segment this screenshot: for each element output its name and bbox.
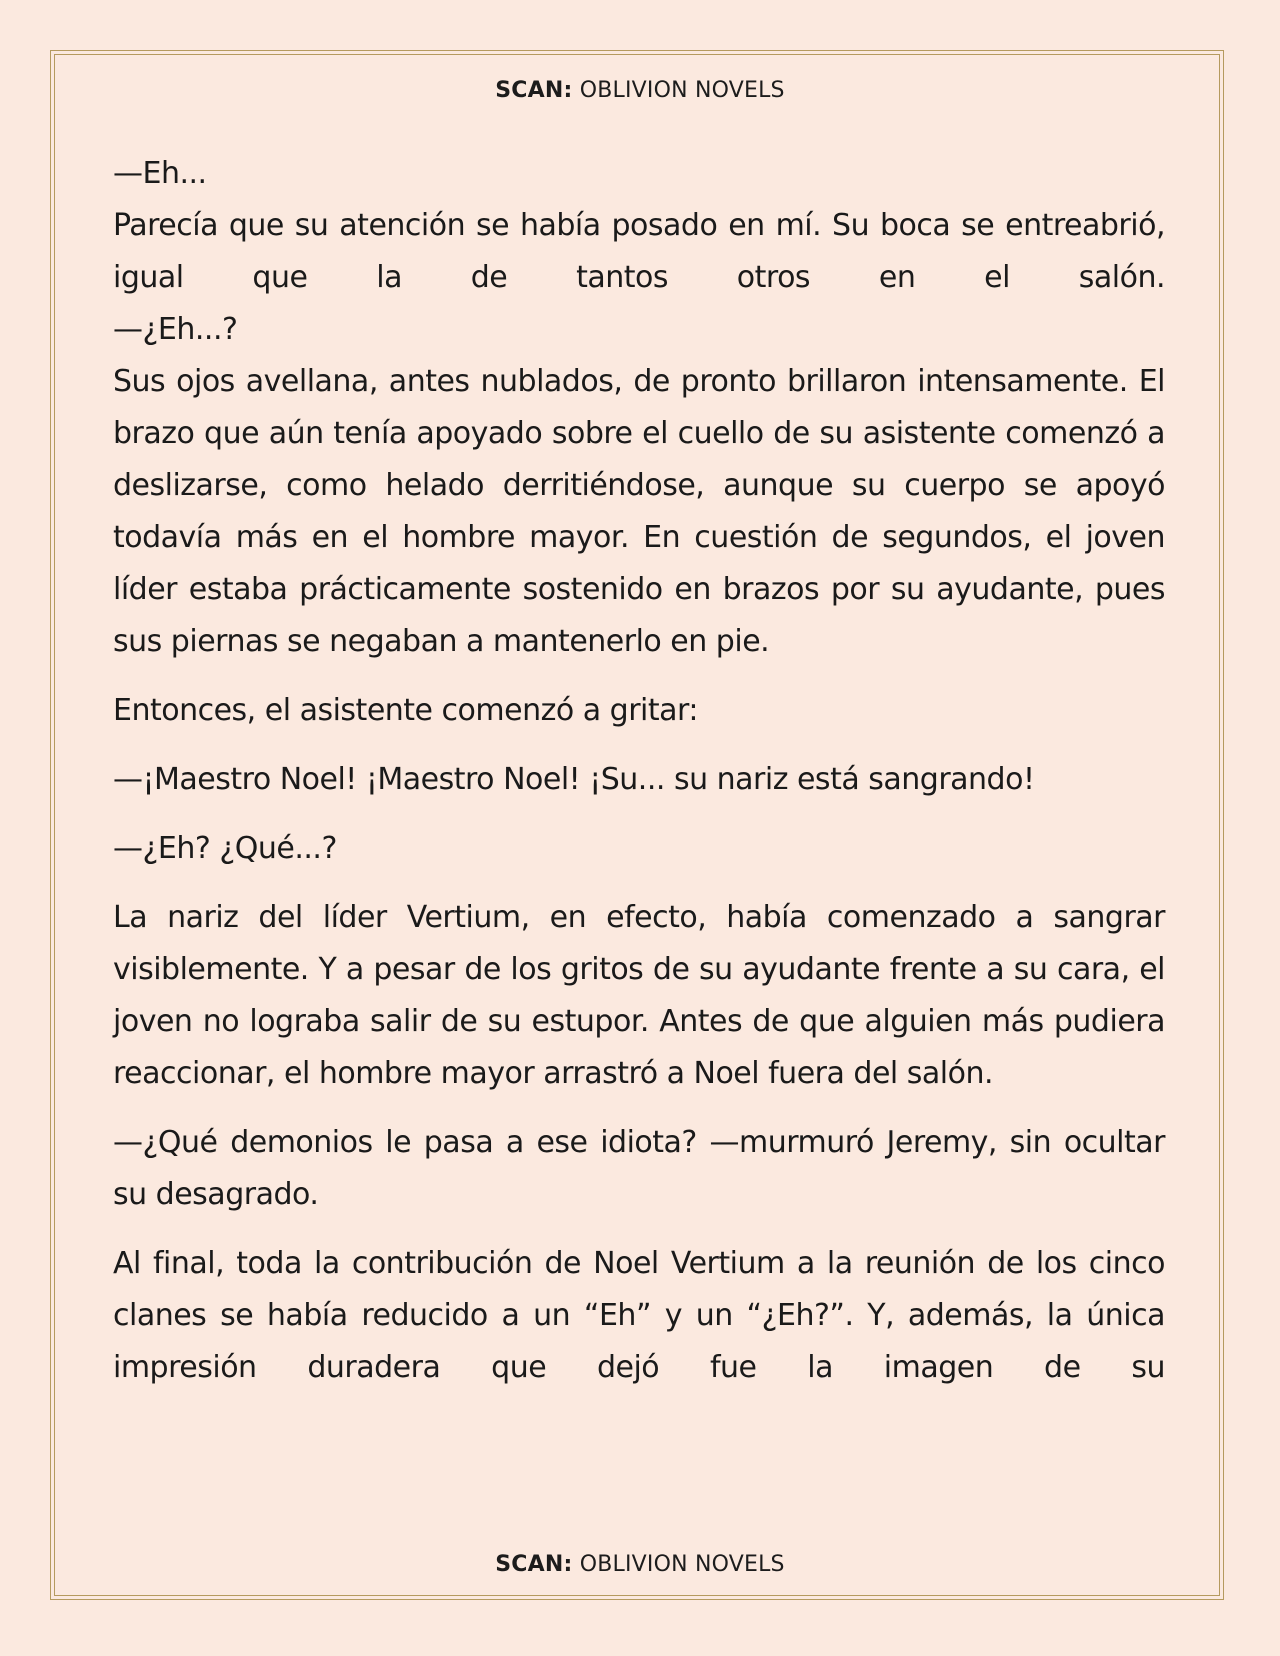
paragraph: —¿Eh...? (113, 312, 238, 347)
paragraph: —¿Qué demonios le pasa a ese idiota? —murmuró Jeremy, sin ocultar su desagrado. (113, 1125, 1165, 1212)
scan-credit-header (0, 78, 1280, 103)
paragraph: Sus ojos avellana, antes nublados, de pronto brillaron intensamente. El brazo que aún tenía apoyado sobre el cuello de su asistente comenzó a deslizarse, como helado derritiéndose, aunque su cuerpo se apoyó todavía más en el hombre mayor. En cuestión de segundos, el joven líder estaba prácticamente sostenido en brazos por su ayudante, pues sus piernas se negaban a mantenerlo en pie. (113, 364, 1165, 659)
paragraph: —¡Maestro Noel! ¡Maestro Noel! ¡Su... su nariz está sangrando! (113, 762, 1035, 797)
scan-label: SCAN: (495, 78, 573, 103)
paragraph: —Eh... (113, 156, 207, 191)
scan-credit-footer (0, 1552, 1280, 1577)
paragraph: La nariz del líder Vertium, en efecto, había comenzado a sangrar visiblemente. Y a pesar de los gritos de su ayudante frente a su cara, el joven no lograba salir de su estupor. Antes de que alguien más pudiera reaccionar, el hombre mayor arrastró a Noel fuera del salón. (113, 900, 1165, 1091)
scan-value: OBLIVION NOVELS (579, 78, 785, 103)
paragraph: Parecía que su atención se había posado en mí. Su boca se entreabrió, igual que la de tantos otros en el salón. (113, 208, 1165, 295)
paragraph: Entonces, el asistente comenzó a gritar: (113, 693, 698, 728)
page-text (113, 148, 1165, 1394)
scan-label: SCAN: (495, 1552, 573, 1577)
paragraph: Al final, toda la contribución de Noel Vertium a la reunión de los cinco clanes se había reducido a un “Eh” y un “¿Eh?”. Y, además, la única impresión duradera que dejó fue la imagen de su (113, 1246, 1165, 1385)
paragraph: —¿Eh? ¿Qué...? (113, 831, 337, 866)
scan-value: OBLIVION NOVELS (579, 1552, 785, 1577)
